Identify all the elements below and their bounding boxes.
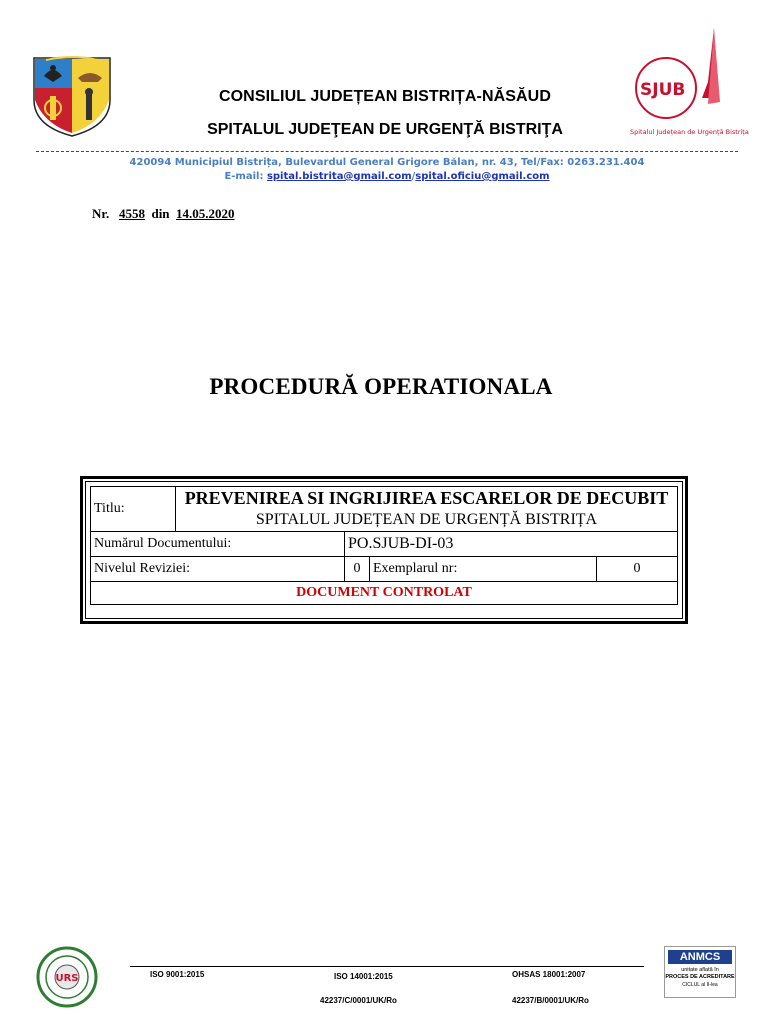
registration-line xyxy=(92,206,235,222)
doc-number-value: PO.SJUB-DI-03 xyxy=(345,532,678,557)
email-separator: / xyxy=(411,171,416,182)
registration-date: 14.05.2020 xyxy=(176,206,235,221)
din-label: din xyxy=(151,206,170,221)
email-label: E-mail: xyxy=(224,171,264,182)
logo-caption: Spitalul Județean de Urgență Bistrița xyxy=(630,128,749,136)
address-line: 420094 Municipiul Bistrița, Bulevardul General Grigore Bălan, nr. 43, Tel/Fax: 0263.231.404 xyxy=(129,157,645,168)
copy-label: Exemplarul nr: xyxy=(370,557,597,582)
logo-text: SJUB xyxy=(640,80,686,100)
title-label: Titlu: xyxy=(91,487,176,532)
copy-value: 0 xyxy=(597,557,678,582)
email-link-2[interactable]: spital.oficiu@gmail.com xyxy=(415,171,550,182)
procedure-subtitle: SPITALUL JUDEȚEAN DE URGENȚĂ BISTRIȚA xyxy=(255,511,598,528)
anmcs-line2: PROCES DE ACREDITARE xyxy=(665,974,735,980)
urs-certification-icon xyxy=(36,946,98,1008)
title-cell xyxy=(176,487,678,532)
footer-divider xyxy=(130,966,644,967)
revision-value: 0 xyxy=(345,557,370,582)
email-line xyxy=(36,171,738,182)
iso-14001: ISO 14001:2015 xyxy=(334,972,393,981)
iso-9001: ISO 9001:2015 xyxy=(150,970,205,979)
cert-c-number: 42237/C/0001/UK/Ro xyxy=(320,996,397,1005)
procedure-title: PREVENIREA SI INGRIJIREA ESCARELOR DE DECUBIT xyxy=(184,488,669,508)
anmcs-line1: unitate aflată în xyxy=(681,967,719,973)
ohsas-18001: OHSAS 18001:2007 xyxy=(512,970,586,979)
registration-number: 4558 xyxy=(118,206,145,221)
urs-text: URS xyxy=(55,973,79,984)
revision-label: Nivelul Reviziei: xyxy=(91,557,345,582)
council-heading: CONSILIUL JUDEȚEAN BISTRIȚA-NĂSĂUD xyxy=(218,88,551,105)
anmcs-line3: CICLUL al II-lea xyxy=(682,982,718,988)
hospital-logo-icon xyxy=(628,24,749,138)
document-title: PROCEDURĂ OPERATIONALA xyxy=(209,374,553,399)
doc-number-label: Numărul Documentului: xyxy=(91,532,345,557)
anmcs-title: ANMCS xyxy=(668,950,732,964)
document-info-table xyxy=(90,486,678,605)
county-coat-of-arms-icon xyxy=(32,56,112,138)
nr-label: Nr. xyxy=(92,206,110,221)
cert-b-number: 42237/B/0001/UK/Ro xyxy=(512,996,589,1005)
anmcs-accreditation-badge xyxy=(664,946,736,998)
document-controlled: DOCUMENT CONTROLAT xyxy=(91,582,678,605)
hospital-heading: SPITALUL JUDEŢEAN DE URGENŢĂ BISTRIŢA xyxy=(207,121,563,138)
email-link-1[interactable]: spital.bistrita@gmail.com xyxy=(266,171,412,182)
header-divider xyxy=(36,151,738,152)
